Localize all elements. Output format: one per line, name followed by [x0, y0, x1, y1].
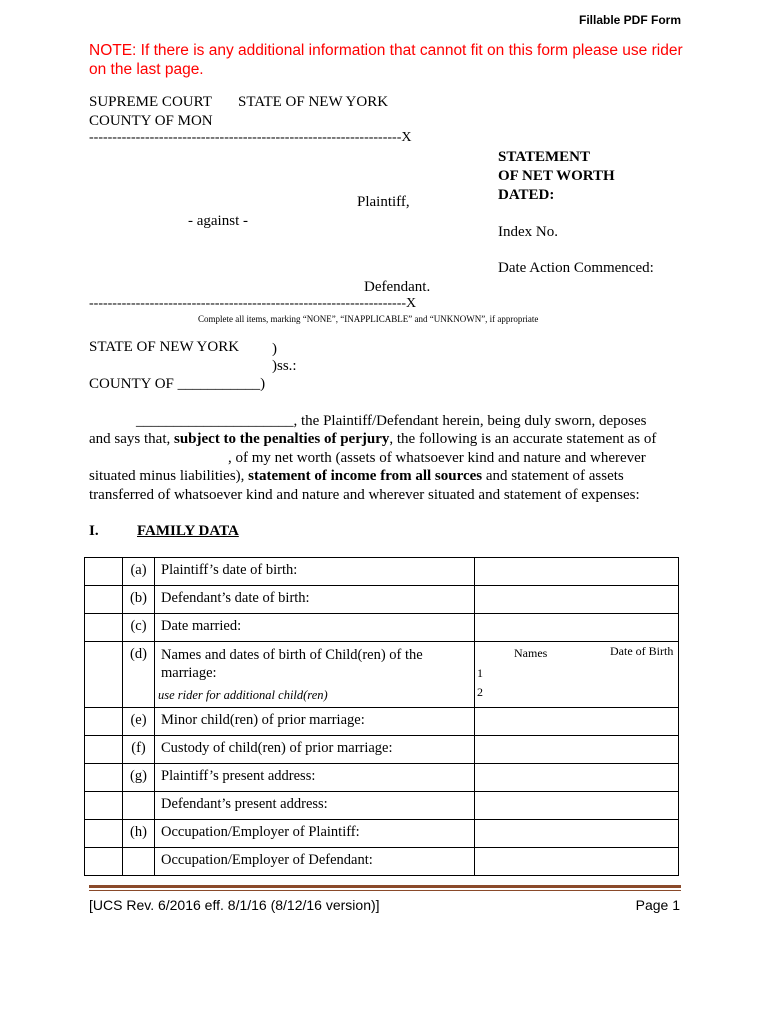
- instruction-text: Complete all items, marking “NONE”, “INAPPLICABLE” and “UNKNOWN”, if appropriate: [198, 314, 539, 324]
- table-row: Defendant’s present address:: [85, 792, 679, 820]
- table-row: (e) Minor child(ren) of prior marriage:: [85, 708, 679, 736]
- caption-rule-top: -------------------------------------------------------------------X: [89, 130, 412, 145]
- plaintiff-dob-field[interactable]: [475, 558, 679, 586]
- index-no-label: Index No.: [498, 224, 558, 240]
- rider-hint: use rider for additional child(ren): [158, 688, 328, 702]
- section-numeral: I.: [89, 523, 99, 539]
- oath-line-4: situated minus liabilities), statement of income from all sources and statement of assets: [89, 468, 624, 484]
- oath-line-3: , of my net worth (assets of whatsoever kind and nature and wherever: [228, 450, 646, 466]
- section-title: FAMILY DATA: [137, 523, 239, 539]
- venue-paren: ): [272, 341, 277, 357]
- rider-note: NOTE: If there is any additional information that cannot fit on this form please use rider on the last page.: [89, 42, 683, 78]
- footer-rule-thick: [89, 885, 681, 888]
- dob-header: Date of Birth: [610, 644, 674, 658]
- venue-county: COUNTY OF ___________): [89, 376, 266, 392]
- title-line-2: OF NET WORTH: [498, 168, 615, 184]
- table-row: (a) Plaintiff’s date of birth:: [85, 558, 679, 586]
- oath-line-5: transferred of whatsoever kind and nature and wherever situated and statement of expenses:: [89, 487, 640, 503]
- page-number: Page 1: [635, 897, 680, 913]
- family-data-table: [84, 557, 679, 876]
- oath-line-1: _____________________, the Plaintiff/Defendant herein, being duly sworn, deposes: [136, 413, 647, 429]
- defendant-label: Defendant.: [364, 279, 431, 295]
- defendant-employer-field[interactable]: [475, 848, 679, 876]
- table-row: Occupation/Employer of Defendant:: [85, 848, 679, 876]
- title-line-1: STATEMENT: [498, 149, 590, 165]
- date-commenced-label: Date Action Commenced:: [498, 260, 654, 276]
- revision-note: [UCS Rev. 6/2016 eff. 8/1/16 (8/12/16 version)]: [89, 897, 380, 913]
- footer-rule-thin: [89, 890, 681, 891]
- title-line-3: DATED:: [498, 187, 555, 203]
- table-row: (b) Defendant’s date of birth:: [85, 586, 679, 614]
- court-name: SUPREME COURT: [89, 94, 212, 110]
- against-label: - against -: [188, 213, 248, 229]
- table-row: (h) Occupation/Employer of Plaintiff:: [85, 820, 679, 848]
- caption-rule-bottom: --------------------------------------------------------------------X: [89, 296, 417, 311]
- children-label: Names and dates of birth of Child(ren) of the marriage:: [161, 647, 423, 681]
- table-row: (g) Plaintiff’s present address:: [85, 764, 679, 792]
- prior-children-field[interactable]: [475, 708, 679, 736]
- plaintiff-address-field[interactable]: [475, 764, 679, 792]
- children-field[interactable]: [475, 642, 679, 708]
- prior-custody-field[interactable]: [475, 736, 679, 764]
- date-married-field[interactable]: [475, 614, 679, 642]
- defendant-address-field[interactable]: [475, 792, 679, 820]
- venue-ss: )ss.:: [272, 358, 297, 374]
- table-row: (c) Date married:: [85, 614, 679, 642]
- names-header: Names: [514, 646, 548, 660]
- fillable-pdf-label: Fillable PDF Form: [578, 13, 681, 27]
- court-county: COUNTY OF MON: [89, 113, 213, 129]
- plaintiff-employer-field[interactable]: [475, 820, 679, 848]
- oath-line-2: and says that, subject to the penalties of perjury, the following is an accurate statement as of: [89, 431, 657, 447]
- income-phrase: statement of income from all sources: [248, 468, 483, 484]
- table-row: (f) Custody of child(ren) of prior marriage:: [85, 736, 679, 764]
- defendant-dob-field[interactable]: [475, 586, 679, 614]
- venue-state: STATE OF NEW YORK: [89, 339, 240, 355]
- plaintiff-label: Plaintiff,: [357, 194, 410, 210]
- child-row-2: 2: [477, 685, 483, 699]
- court-state: STATE OF NEW YORK: [238, 94, 389, 110]
- child-row-1: 1: [477, 666, 483, 680]
- table-row: (d) Names and dates of birth of Child(ren) of the marriage: use rider for additional child(ren) Names Date of Birth 1 2: [85, 642, 679, 708]
- perjury-phrase: subject to the penalties of perjury: [173, 431, 390, 447]
